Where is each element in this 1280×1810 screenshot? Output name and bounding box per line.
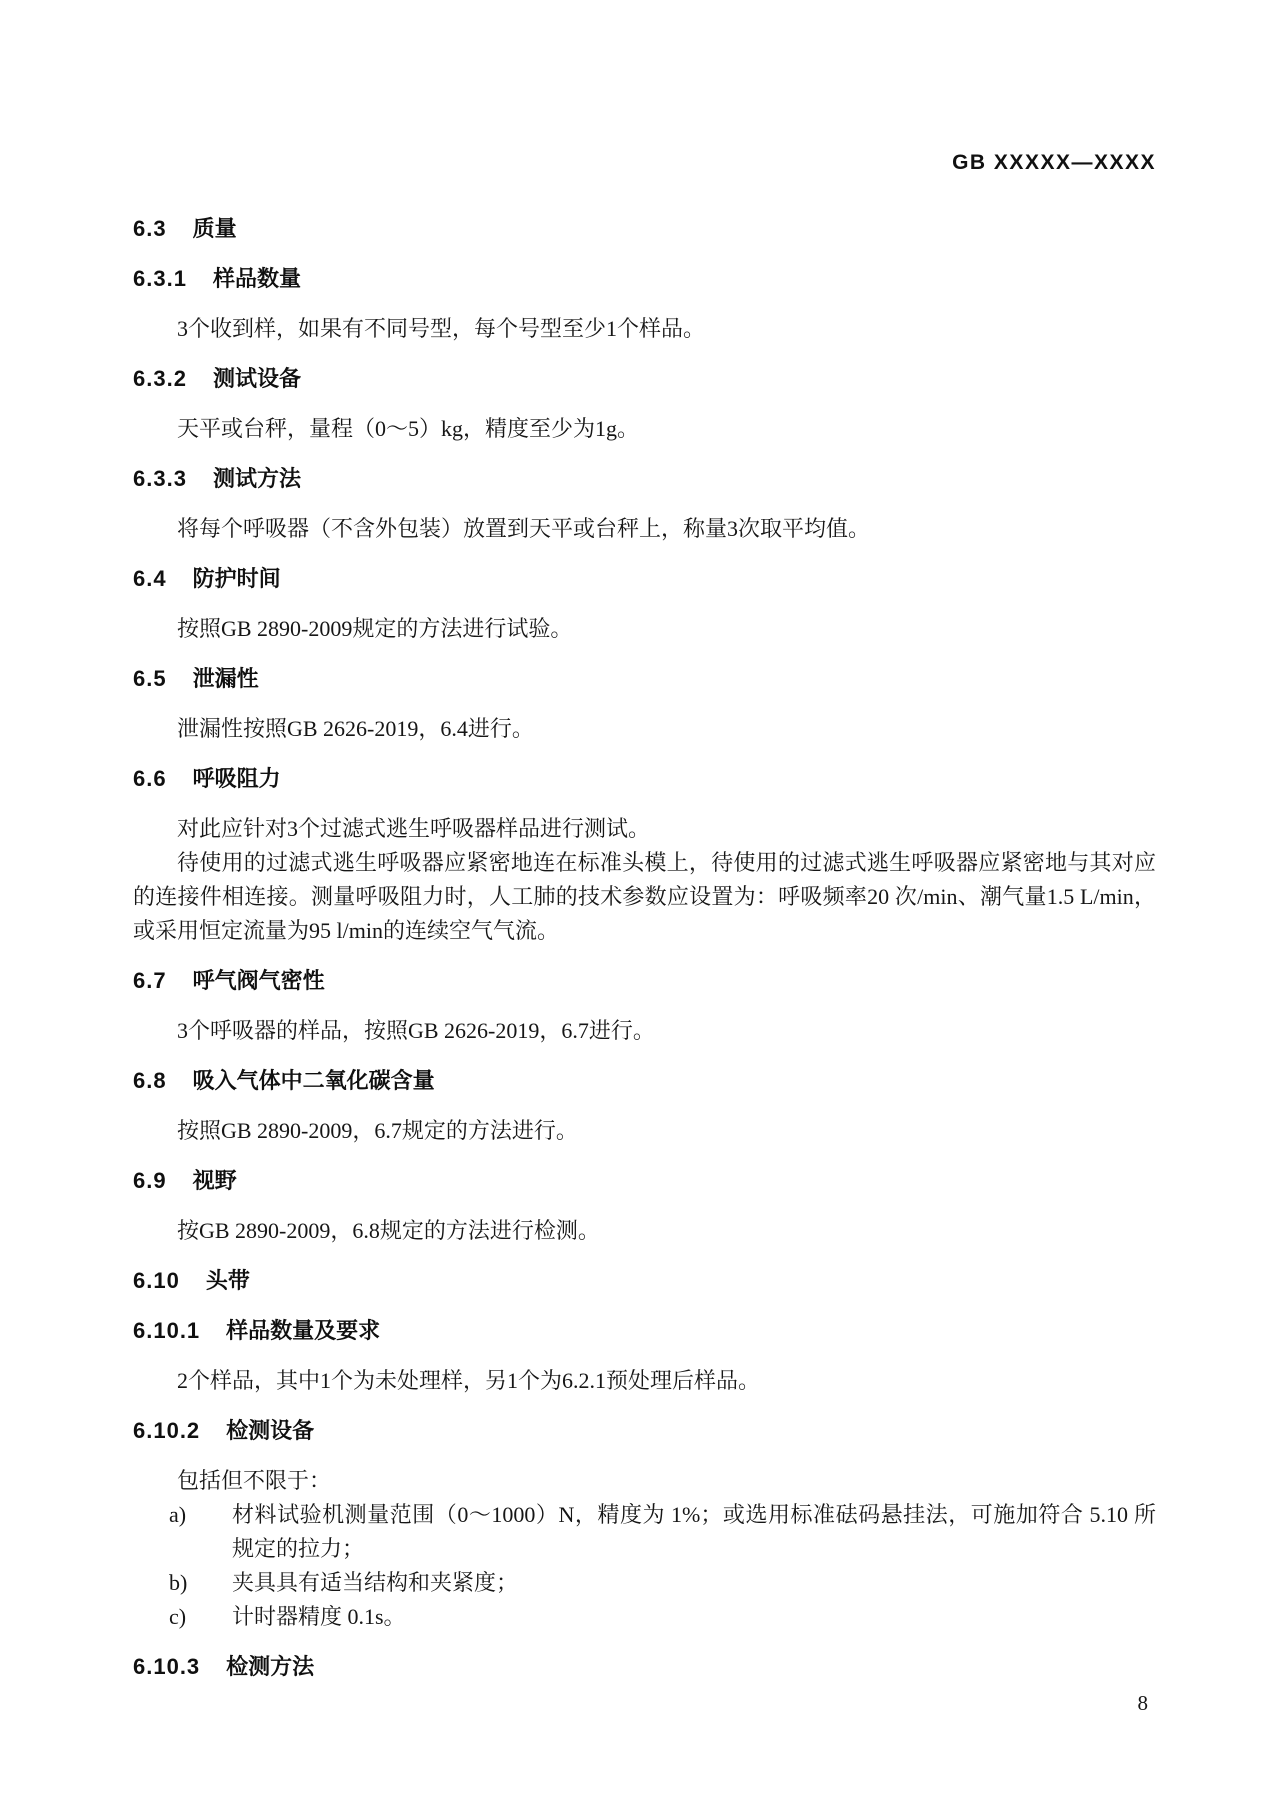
section-number: 6.6 [133,766,167,791]
section-number: 6.4 [133,566,167,591]
paragraph: 按照GB 2890-2009，6.7规定的方法进行。 [177,1118,578,1143]
section-heading-6-3 [133,212,1156,246]
section-number: 6.9 [133,1168,167,1193]
list-item-text: 材料试验机测量范围（0～1000）N，精度为 1%；或选用标准砝码悬挂法，可施加符合 5.10 所规定的拉力； [232,1502,1156,1561]
section-number: 6.3.3 [133,466,187,491]
list-item [133,1600,1156,1634]
section-title: 视野 [192,1168,237,1193]
page-number: 8 [1137,1691,1148,1715]
list-item-marker: a) [169,1502,187,1527]
section-title: 头带 [205,1268,250,1293]
section-heading-6-4 [133,562,1156,596]
section-title: 检测设备 [226,1418,315,1443]
paragraph: 天平或台秤，量程（0～5）kg，精度至少为1g。 [177,416,640,441]
section-title: 泄漏性 [192,666,259,691]
section-number: 6.10 [133,1268,180,1293]
section-heading-6-3-3 [133,462,1156,496]
document-body [133,196,1156,1684]
section-title: 样品数量 [212,266,301,291]
section-number: 6.10.2 [133,1418,201,1443]
section-heading-6-5 [133,662,1156,696]
section-number: 6.3.1 [133,266,187,291]
section-title: 测试设备 [212,366,301,391]
section-title: 质量 [192,216,237,241]
section-heading-6-10-1 [133,1314,1156,1348]
section-heading-6-9 [133,1164,1156,1198]
section-heading-6-10-2 [133,1414,1156,1448]
section-number: 6.7 [133,968,167,993]
section-title: 样品数量及要求 [226,1318,381,1343]
list-item-text: 计时器精度 0.1s。 [232,1604,406,1629]
section-title: 呼吸阻力 [192,766,281,791]
section-title: 呼气阀气密性 [192,968,325,993]
list-item-marker: b) [169,1570,188,1595]
section-heading-6-7 [133,964,1156,998]
paragraph: 泄漏性按照GB 2626-2019，6.4进行。 [177,716,534,741]
paragraph: 待使用的过滤式逃生呼吸器应紧密地连在标准头模上，待使用的过滤式逃生呼吸器应紧密地与其对应的连接件相连接。测量呼吸阻力时，人工肺的技术参数应设置为：呼吸频率20 次/min、潮气量1.5 L/min，或采用恒定流量为95 l/min的连续空气气流。 [133,850,1156,943]
running-header [133,150,1156,176]
paragraph: 按照GB 2890-2009规定的方法进行试验。 [177,616,573,641]
section-heading-6-3-2 [133,362,1156,396]
section-heading-6-8 [133,1064,1156,1098]
paragraph: 将每个呼吸器（不含外包装）放置到天平或台秤上，称量3次取平均值。 [177,516,871,541]
section-heading-6-10 [133,1264,1156,1298]
paragraph: 对此应针对3个过滤式逃生呼吸器样品进行测试。 [177,816,651,841]
section-heading-6-3-1 [133,262,1156,296]
section-number: 6.3 [133,216,167,241]
section-title: 测试方法 [212,466,301,491]
list-item-marker: c) [169,1604,187,1629]
paragraph: 2个样品，其中1个为未处理样，另1个为6.2.1预处理后样品。 [177,1368,761,1393]
list-item [133,1498,1156,1566]
section-number: 6.5 [133,666,167,691]
section-title: 防护时间 [192,566,281,591]
list-item [133,1566,1156,1600]
paragraph: 包括但不限于： [177,1468,332,1493]
section-heading-6-6 [133,762,1156,796]
section-number: 6.8 [133,1068,167,1093]
paragraph: 3个收到样，如果有不同号型，每个号型至少1个样品。 [177,316,706,341]
section-title: 吸入气体中二氧化碳含量 [192,1068,435,1093]
list-item-text: 夹具具有适当结构和夹紧度； [232,1570,519,1595]
standard-number-label: GB XXXXX—XXXX [952,151,1156,174]
section-number: 6.3.2 [133,366,187,391]
paragraph: 3个呼吸器的样品，按照GB 2626-2019，6.7进行。 [177,1018,655,1043]
paragraph: 按GB 2890-2009，6.8规定的方法进行检测。 [177,1218,600,1243]
section-number: 6.10.1 [133,1318,201,1343]
section-heading-6-10-3 [133,1650,1156,1684]
section-number: 6.10.3 [133,1654,201,1679]
section-title: 检测方法 [226,1654,315,1679]
